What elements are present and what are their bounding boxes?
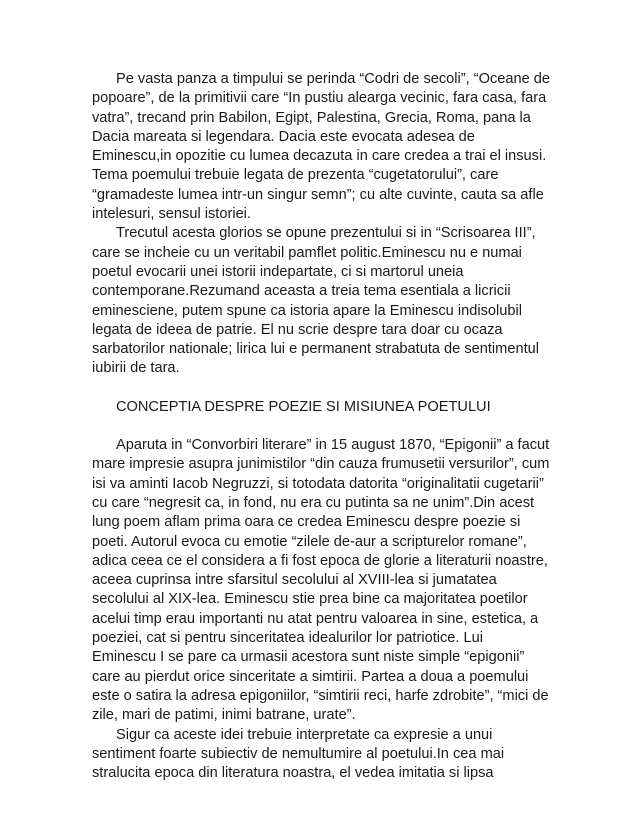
- document-page: [92, 70, 550, 783]
- paragraph-codri-de-secoli: Pe vasta panza a timpului se perinda “Codri de secoli”, “Oceane de popoare”, de la primitivii care “In pustiu alearga vecinic, fara casa, fara vatra”, trecand prin Babilon, Egipt, Palestina, Grecia, Roma, pana la Dacia mareata si legendara. Dacia este evocata adesea de Eminescu,in opozitie cu lumea decazuta in care credea a trai el insusi. Tema poemului trebuie legata de prezenta “cugetatorului”, care “gramadeste lumea intr-un singur semn”; cu alte cuvinte, cauta sa afle intelesuri, sensul istoriei.: [92, 71, 550, 223]
- paragraph-scrisoarea-iii: Trecutul acesta glorios se opune prezentului si in “Scrisoarea III”, care se incheie cu un veritabil pamflet politic.Eminescu nu e numai poetul evocarii unei istorii indepartate, ci si martorul uneia contemporane.Rezumand aceasta a treia tema esentiala a licricii eminesciene, putem spune ca istoria apare la Eminescu indisolubil legata de ideea de patrie. El nu scrie despre tara doar cu ocaza sarbatorilor nationale; lirica lui e permanent strabatuta de sentimentul iubirii de tara.: [92, 225, 539, 377]
- paragraph-epigonii: Aparuta in “Convorbiri literare” in 15 august 1870, “Epigonii” a facut mare impresie asupra junimistilor “din cauza frumusetii versurilor”, cum isi va aminti Iacob Negruzzi, si totodata datorita “originalitatii cugetarii” cu care “negresit ca, in fond, nu era cu putinta sa ne unim”.Din acest lung poem aflam prima oara ce credea Eminescu despre poezie si poeti. Autorul evoca cu emotie “zilele de-aur a scripturelor romane”, adica ceea ce el considera a fi fost epoca de glorie a literaturii noastre, aceea cuprinsa intre sfarsitul secolului al XVIII-lea si jumatatea secolului al XIX-lea. Eminescu stie prea bine ca majoritatea poetilor acelui timp erau importanti nu atat pentru valoarea in sine, estetica, a poeziei, cat si pentru sinceritatea idealurilor lor patriotice. Lui Eminescu I se pare ca urmasii acestora sunt niste simple “epigonii” care au pierdut orice sinceritate a simtirii. Partea a doua a poemului este o satira la adresa epigoniilor, “simtirii reci, harfe zdrobite”, “mici de zile, mari de patimi, inimi batrane, urate”.: [92, 437, 550, 724]
- paragraph-sigur-ca: Sigur ca aceste idei trebuie interpretate ca expresie a unui sentiment foarte subiectiv de nemultumire al poetului.In cea mai stralucita epoca din literatura noastra, el vedea imitatia si lipsa: [92, 726, 505, 782]
- section-heading: CONCEPTIA DESPRE POEZIE SI MISIUNEA POETULUI: [116, 398, 491, 415]
